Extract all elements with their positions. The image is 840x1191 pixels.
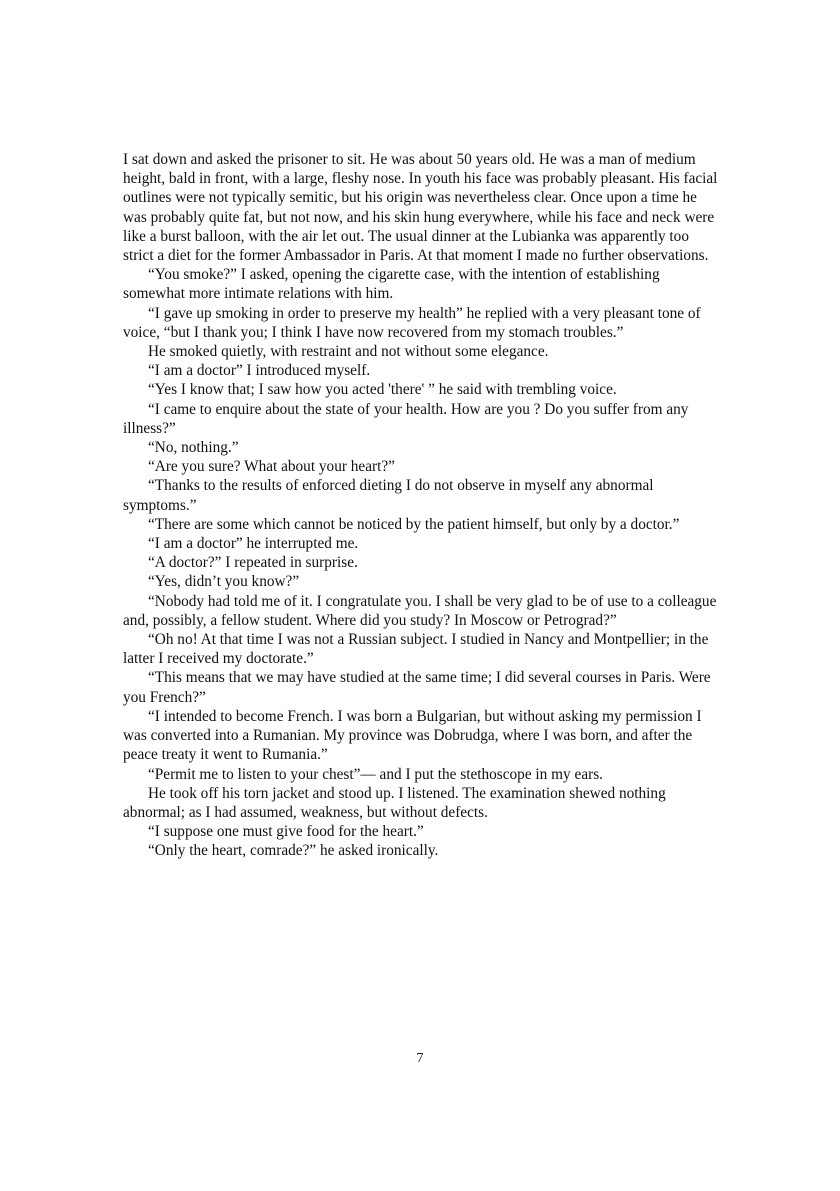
paragraph: “You smoke?” I asked, opening the cigarette case, with the intention of establishing somewhat more intimate relations with him.	[123, 266, 660, 303]
paragraph: He took off his torn jacket and stood up. I listened. The examination shewed nothing abnormal; as I had assumed, weakness, but without defects.	[123, 784, 666, 821]
paragraph: “Nobody had told me of it. I congratulate you. I shall be very glad to be of use to a colleague and, possibly, a fellow student. Where did you study? In Moscow or Petrograd?”	[123, 592, 717, 629]
paragraph: “Are you sure? What about your heart?”	[148, 458, 395, 476]
paragraph: “There are some which cannot be noticed by the patient himself, but only by a doctor.”	[148, 515, 680, 533]
paragraph: “Yes I know that; I saw how you acted 'there' ” he said with trembling voice.	[148, 381, 617, 399]
page-number: 7	[416, 1051, 424, 1066]
paragraph: “I came to enquire about the state of your health. How are you ? Do you suffer from any illness?”	[123, 400, 689, 437]
paragraph: I sat down and asked the prisoner to sit. He was about 50 years old. He was a man of medium height, bald in front, with a large, fleshy nose. In youth his face was probably pleasant. His facial outlines were not typically semitic, but his origin was nevertheless clear. Once upon a time he was probably quite fat, but not now, and his skin hung everywhere, while his face and neck were like a burst balloon, with the air let out. The usual dinner at the Lubianka was apparently too strict a diet for the former Ambassador in Paris. At that moment I made no further observations.	[123, 151, 718, 265]
paragraph: “Yes, didn’t you know?”	[148, 573, 300, 591]
paragraph: “Thanks to the results of enforced dieting I do not observe in myself any abnormal symptoms.”	[123, 477, 654, 514]
paragraph: “No, nothing.”	[148, 439, 239, 457]
paragraph: “This means that we may have studied at the same time; I did several courses in Paris. Were you French?”	[123, 669, 711, 706]
paragraph: “Oh no! At that time I was not a Russian subject. I studied in Nancy and Montpellier; in the latter I received my doctorate.”	[123, 631, 709, 668]
body-text	[123, 150, 718, 861]
paragraph: “I intended to become French. I was born a Bulgarian, but without asking my permission I was converted into a Rumanian. My province was Dobrudga, where I was born, and after the peace treaty it went to Rumania.”	[123, 707, 702, 764]
paragraph: “I suppose one must give food for the heart.”	[148, 823, 424, 841]
paragraph: “I am a doctor” he interrupted me.	[148, 535, 359, 553]
paragraph: “I am a doctor” I introduced myself.	[148, 362, 371, 380]
paragraph: He smoked quietly, with restraint and not without some elegance.	[148, 343, 549, 361]
paragraph: “I gave up smoking in order to preserve my health” he replied with a very pleasant tone of voice, “but I thank you; I think I have now recovered from my stomach troubles.”	[123, 304, 701, 341]
paragraph: “Permit me to listen to your chest”— and I put the stethoscope in my ears.	[148, 765, 603, 783]
paragraph: “A doctor?” I repeated in surprise.	[148, 554, 358, 572]
paragraph: “Only the heart, comrade?” he asked ironically.	[148, 842, 439, 860]
